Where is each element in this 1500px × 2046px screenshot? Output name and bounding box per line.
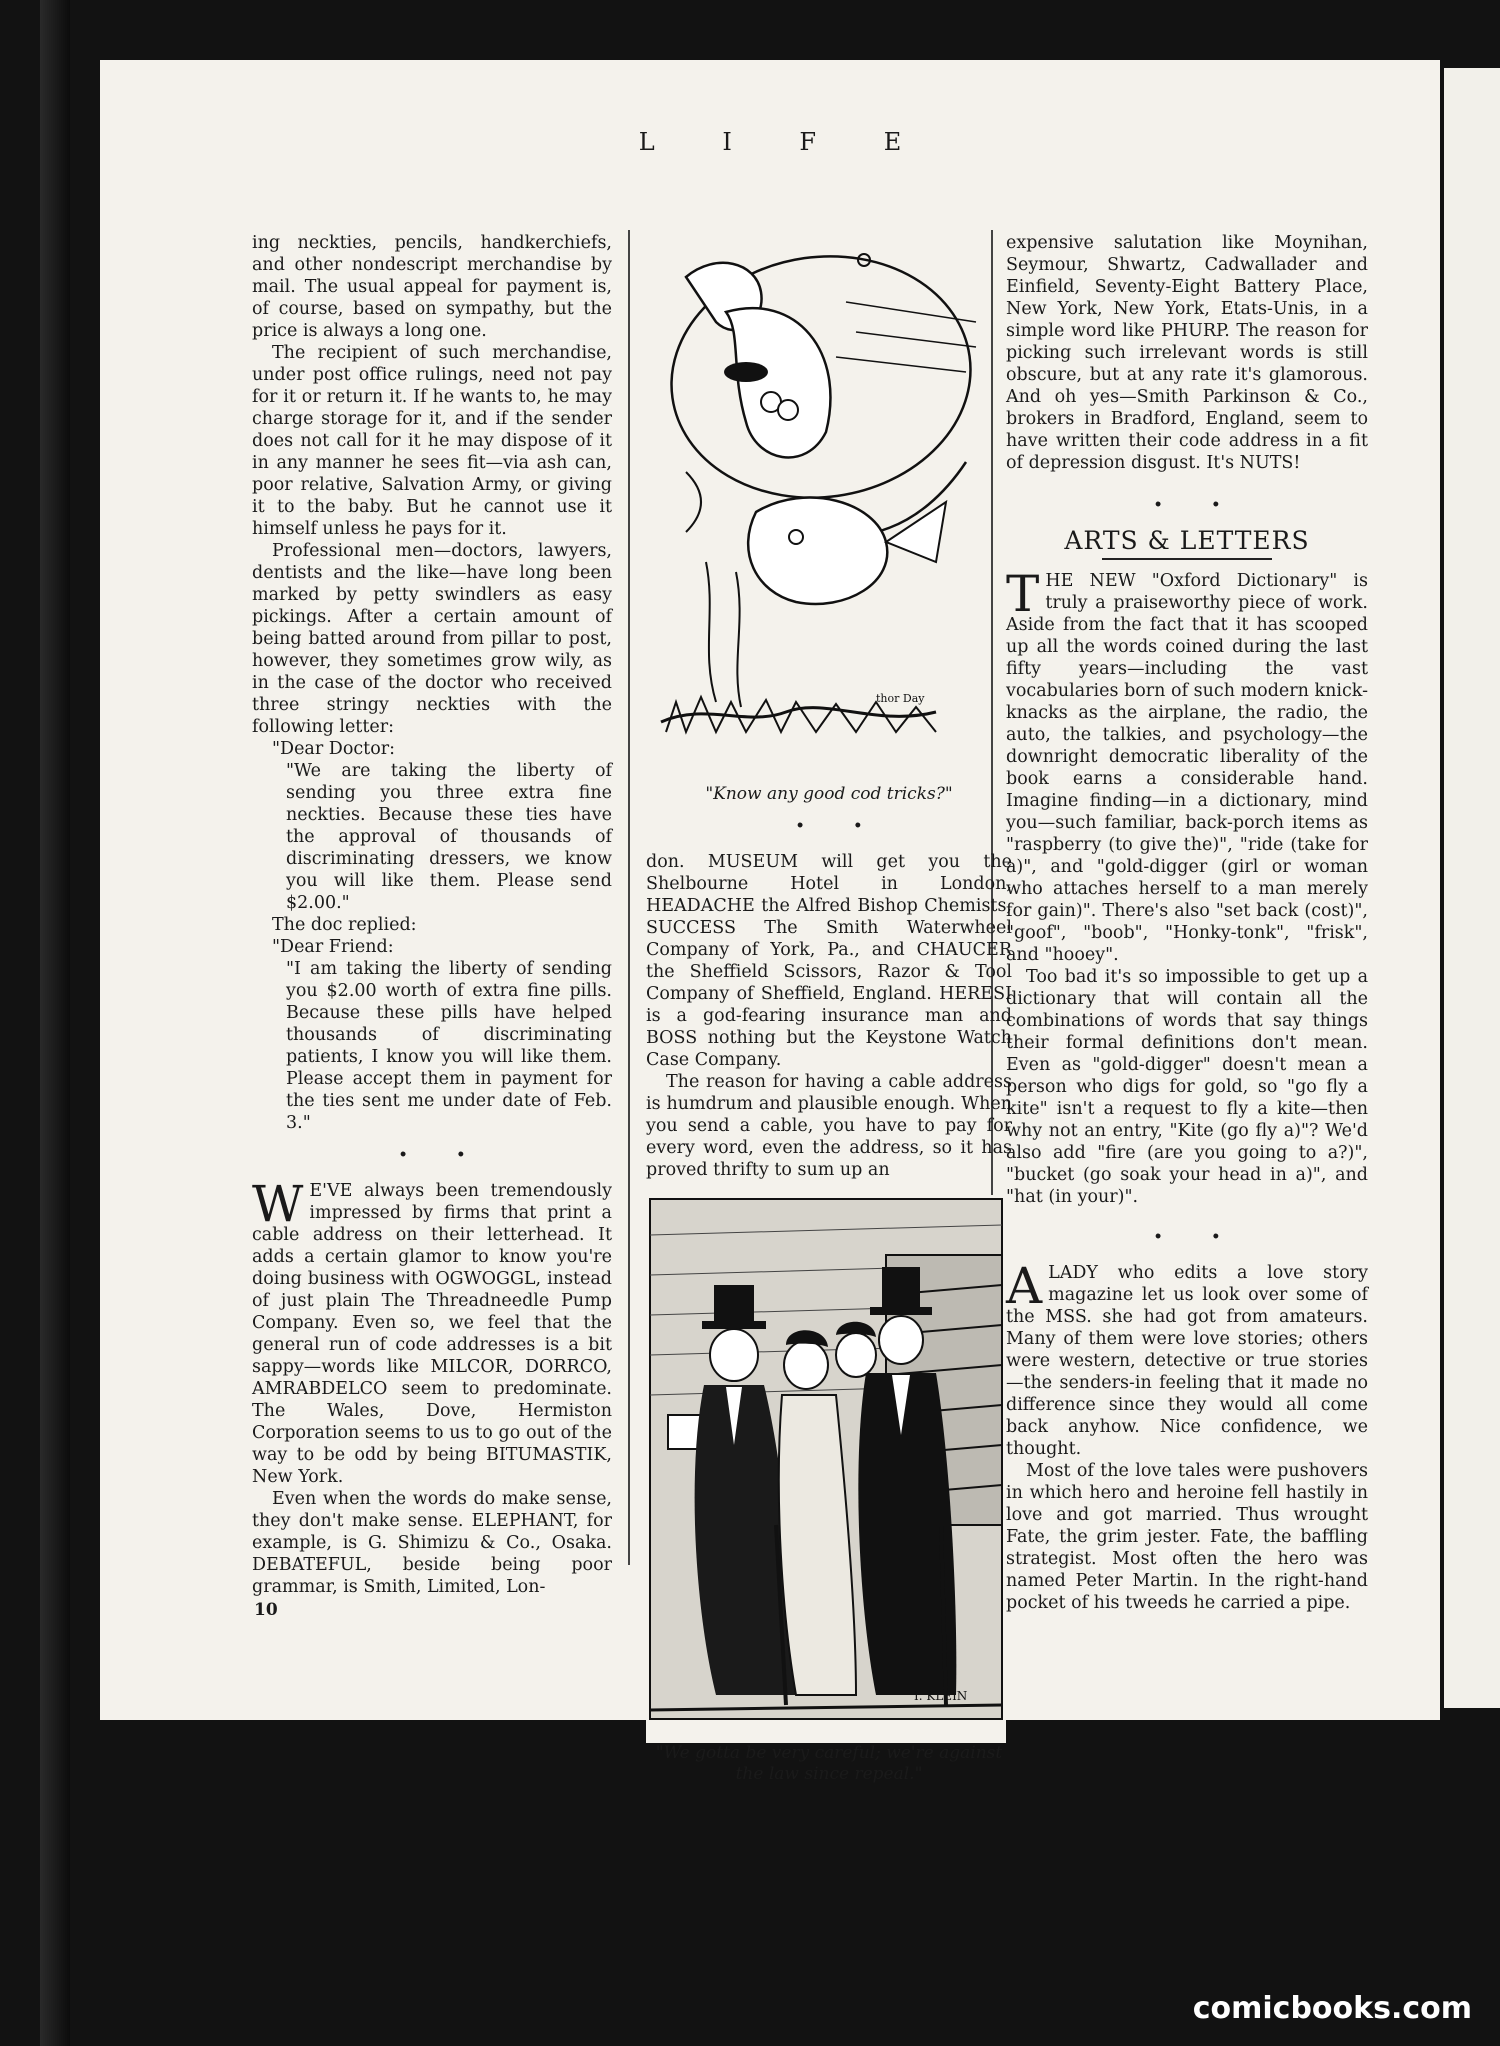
paragraph-text: LADY who edits a love story magazine let us look over some of the MSS. she had got from amateurs. Many of them were love stories; others were western, detective or true stories—the senders-in feeling that it made no difference since they would all come back anyhow. Nice confidence, we thought.: [1006, 1263, 1368, 1459]
scan-edge-left: [40, 0, 70, 2046]
column-3: [1006, 232, 1368, 1614]
letter-salutation: "Dear Friend:: [272, 937, 394, 957]
drop-cap: T: [1006, 565, 1040, 623]
cartoon-fish-illustration: [646, 232, 986, 784]
drop-cap: A: [1006, 1257, 1043, 1315]
cartoon-signature: thor Day: [876, 692, 925, 705]
paragraph-text: E'VE always been tremendously impressed by firms that print a cable address on their letterhead. It adds a certain glamor to know you're doing business with OGWOGGL, instead of just plain The Threadneedle Pump Company. Even so, we feel that the general run of code addresses is a bit sappy—words like MILCOR, DORRCO, AMRABDELCO seem to predominate. The Wales, Dove, Hermiston Corporation seems to us to go out of the way to be odd by being BITUMASTIK, New York.: [252, 1181, 612, 1487]
paragraph-dropcap: [1006, 1257, 1368, 1460]
paragraph: Even when the words do make sense, they don't make sense. ELEPHANT, for example, is G. Shimizu & Co., Osaka. DEBATEFUL, beside being poor grammar, is Smith, Limited, Lon-: [252, 1489, 612, 1597]
column-1: [252, 232, 612, 1598]
paragraph: Professional men—doctors, lawyers, dentists and the like—have long been marked by petty swindlers as easy pickings. After a certain amount of being batted around from pillar to post, however, they sometimes grow wily, as in the case of the doctor who received three stringy neckties with the following letter:: [252, 541, 612, 737]
cartoon-caption: "We gotta be very careful; we're against the law since repeal.": [655, 1743, 1003, 1784]
section-separator: • •: [1153, 1229, 1243, 1245]
section-separator: • •: [398, 1147, 488, 1163]
paragraph: The reason for having a cable address is humdrum and plausible enough. When you send a cable, you have to pay for every word, even the address, so it has proved thrifty to sum up an: [646, 1072, 1012, 1180]
column-rule-1: [628, 230, 630, 1565]
section-heading: ARTS & LETTERS: [1064, 526, 1310, 555]
paragraph-dropcap: [252, 1175, 612, 1488]
page-number: 10: [254, 1600, 278, 1620]
paragraph: Most of the love tales were pushovers in which hero and heroine fell hastily in love and got married. Thus wrought Fate, the grim jester. Fate, the baffling strategist. Most often the hero was named Peter Martin. In the right-hand pocket of his tweeds he carried a pipe.: [1006, 1461, 1368, 1613]
letter-body: "We are taking the liberty of sending you three extra fine neckties. Because these ties have the approval of thousands of discriminating dressers, we know you will like them. Please send $2.00.": [286, 761, 612, 913]
paragraph: don. MUSEUM will get you the Shelbourne Hotel in London, HEADACHE the Alfred Bishop Chemists, SUCCESS The Smith Waterwheel Company of York, Pa., and CHAUCER the Sheffield Scissors, Razor & Tool Company of Sheffield, England. HERESI is a god-fearing insurance man and BOSS nothing but the Keystone Watch Case Company.: [646, 852, 1012, 1070]
magazine-page: [100, 60, 1440, 1784]
paragraph-dropcap: [1006, 565, 1368, 966]
section-separator: • •: [795, 818, 885, 834]
paragraph: Too bad it's so impossible to get up a dictionary that will contain all the combinations of words that say things their formal definitions don't mean. Even as "gold-digger" doesn't mean a person who digs for gold, so "go fly a kite" isn't a request to fly a kite—then why not an entry, "Kite (go fly a)"? We'd also add "fire (are you going to a?)", "bucket (go soak your head in a)", and "hat (in your)".: [1006, 967, 1368, 1207]
paragraph-text: HE NEW "Oxford Dictionary" is truly a praiseworthy piece of work. Aside from the fact that it has scooped up all the words coined during the last fifty years—including the vast vocabularies born of such modern knick-knacks as the airplane, the radio, the auto, the talkies, and psychology—the downright democratic liberality of the book earns a considerable hand. Imagine finding—in a dictionary, mind you—such familiar, back-porch items as "raspberry (to give the)", "ride (take for a)", and "gold-digger (girl or woman who attaches herself to a man merely for gain)". There's also "set back (cost)", "goof", "boob", "Honky-tonk", "frisk", and "hooey".: [1006, 571, 1368, 965]
heading-rule: [1102, 558, 1272, 560]
letter-note: The doc replied:: [272, 915, 417, 935]
drop-cap: W: [252, 1175, 304, 1233]
cartoon-top-hats-illustration: [646, 1195, 1006, 1743]
next-page-edge: [1444, 68, 1500, 1708]
watermark: comicbooks.com: [1192, 1991, 1472, 2026]
section-separator: • •: [1153, 497, 1243, 513]
cartoon-signature: I. KLEIN: [914, 1689, 968, 1703]
letter-salutation: "Dear Doctor:: [272, 739, 395, 759]
letter-body: "I am taking the liberty of sending you $2.00 worth of extra fine pills. Because these pills have helped thousands of discriminating patients, I know you will like them. Please accept them in payment for the ties sent me under date of Feb. 3.": [286, 959, 612, 1133]
column-2: [646, 232, 1012, 1785]
running-head: L I F E: [638, 128, 932, 156]
paragraph: ing neckties, pencils, handkerchiefs, and other nondescript merchandise by mail. The usual appeal for payment is, of course, based on sympathy, but the price is always a long one.: [252, 233, 612, 341]
paragraph: expensive salutation like Moynihan, Seymour, Shwartz, Cadwallader and Einfield, Seventy-Eight Battery Place, New York, New York, Etats-Unis, in a simple word like PHURP. The reason for picking such irrelevant words is still obscure, but at any rate it's glamorous. And oh yes—Smith Parkinson & Co., brokers in Bradford, England, seem to have written their code address in a fit of depression disgust. It's NUTS!: [1006, 233, 1368, 473]
paragraph: The recipient of such merchandise, under post office rulings, need not pay for it or return it. If he wants to, he may charge storage for it, and if the sender does not call for it he may dispose of it in any manner he sees fit—via ash can, poor relative, Salvation Army, or giving it to the baby. But he cannot use it himself unless he pays for it.: [252, 343, 612, 539]
cartoon-caption: "Know any good cod tricks?": [705, 784, 953, 804]
